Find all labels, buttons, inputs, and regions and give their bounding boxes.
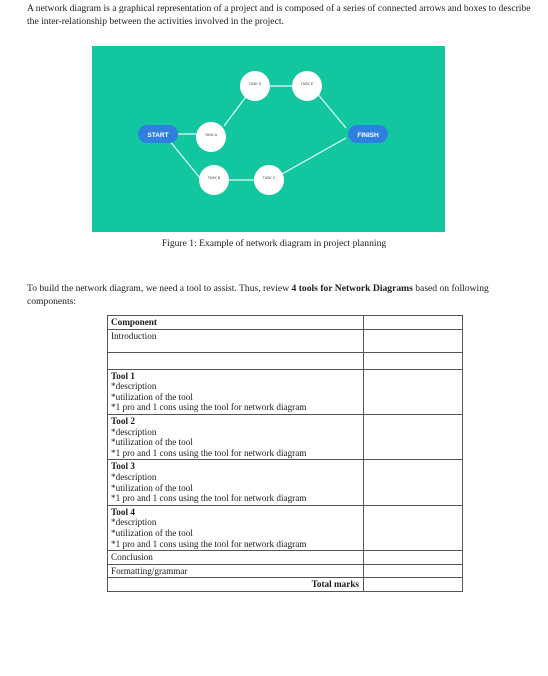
tool-2-mark-cell <box>364 414 463 459</box>
task-a-label: TASK A <box>204 133 218 137</box>
tool-4-mark-cell <box>364 505 463 550</box>
figure-caption: Figure 1: Example of network diagram in project planning <box>161 238 387 249</box>
tool-4-description: *description <box>111 517 157 528</box>
table-row-conclusion <box>108 551 463 565</box>
tool-3-mark-cell <box>364 460 463 505</box>
table-row-introduction <box>108 329 463 352</box>
tool-2-pros-cons: *1 pro and 1 cons using the tool for network diagram <box>111 447 307 458</box>
task-c-label: TASK C <box>262 176 276 180</box>
conclusion-cell: Conclusion <box>108 551 364 565</box>
tool-1-description: *description <box>111 381 157 392</box>
tool-4-utilization: *utilization of the tool <box>111 527 193 538</box>
spacer-mark-cell <box>364 352 463 369</box>
spacer-cell <box>108 352 364 369</box>
tool-1-pros-cons: *1 pro and 1 cons using the tool for network diagram <box>111 402 307 413</box>
instructions-paragraph <box>27 283 532 308</box>
table-row-tool-2 <box>108 414 463 459</box>
tool-4-title: Tool 4 <box>111 506 135 517</box>
tool-2-cell <box>108 414 364 459</box>
tool-3-cell <box>108 460 364 505</box>
tool-3-title: Tool 3 <box>111 461 135 472</box>
rubric-table <box>107 315 463 592</box>
table-spacer-row <box>108 352 463 369</box>
instructions-bold: 4 tools for Network Diagrams <box>291 283 413 294</box>
tool-3-utilization: *utilization of the tool <box>111 482 193 493</box>
tool-3-description: *description <box>111 471 157 482</box>
node-task-a <box>196 122 226 152</box>
node-task-b <box>199 165 229 195</box>
node-task-c <box>254 165 284 195</box>
tool-1-cell <box>108 369 364 414</box>
table-row-tool-4 <box>108 505 463 550</box>
component-header: Component <box>108 316 364 330</box>
node-task-e <box>292 71 322 101</box>
tool-2-title: Tool 2 <box>111 415 135 426</box>
table-row-total <box>108 578 463 592</box>
introduction-mark-cell <box>364 329 463 352</box>
task-b-label: TASK B <box>207 176 221 180</box>
conclusion-mark-cell <box>364 551 463 565</box>
tool-2-utilization: *utilization of the tool <box>111 437 193 448</box>
total-mark-cell <box>364 578 463 592</box>
tool-1-utilization: *utilization of the tool <box>111 391 193 402</box>
marks-header-cell <box>364 316 463 330</box>
table-row-tool-1 <box>108 369 463 414</box>
introduction-cell: Introduction <box>108 329 364 352</box>
formatting-cell: Formatting/grammar <box>108 564 364 578</box>
tool-4-cell <box>108 505 364 550</box>
node-task-d <box>240 71 270 101</box>
finish-label: FINISH <box>357 132 379 139</box>
task-e-label: TASK E <box>300 82 314 86</box>
start-label: START <box>147 132 169 139</box>
total-marks-label: Total marks <box>108 578 364 592</box>
table-header-row <box>108 316 463 330</box>
formatting-mark-cell <box>364 564 463 578</box>
tool-1-title: Tool 1 <box>111 370 135 381</box>
intro-paragraph: A network diagram is a graphical representation of a project and is composed of a series of connected arrows and boxes to describe the inter-relationship between the activities involved in the project. <box>27 3 531 27</box>
table-row-formatting <box>108 564 463 578</box>
tool-3-pros-cons: *1 pro and 1 cons using the tool for network diagram <box>111 493 307 504</box>
instructions-part2: based on following components: <box>27 283 489 307</box>
instructions-part1: To build the network diagram, we need a tool to assist. Thus, review <box>27 283 292 294</box>
node-finish <box>348 125 388 143</box>
task-d-label: TASK D <box>248 82 262 86</box>
tool-2-description: *description <box>111 426 157 437</box>
table-row-tool-3 <box>108 460 463 505</box>
tool-4-pros-cons: *1 pro and 1 cons using the tool for network diagram <box>111 538 307 549</box>
node-start <box>138 125 178 143</box>
tool-1-mark-cell <box>364 369 463 414</box>
network-diagram-figure <box>92 46 445 232</box>
